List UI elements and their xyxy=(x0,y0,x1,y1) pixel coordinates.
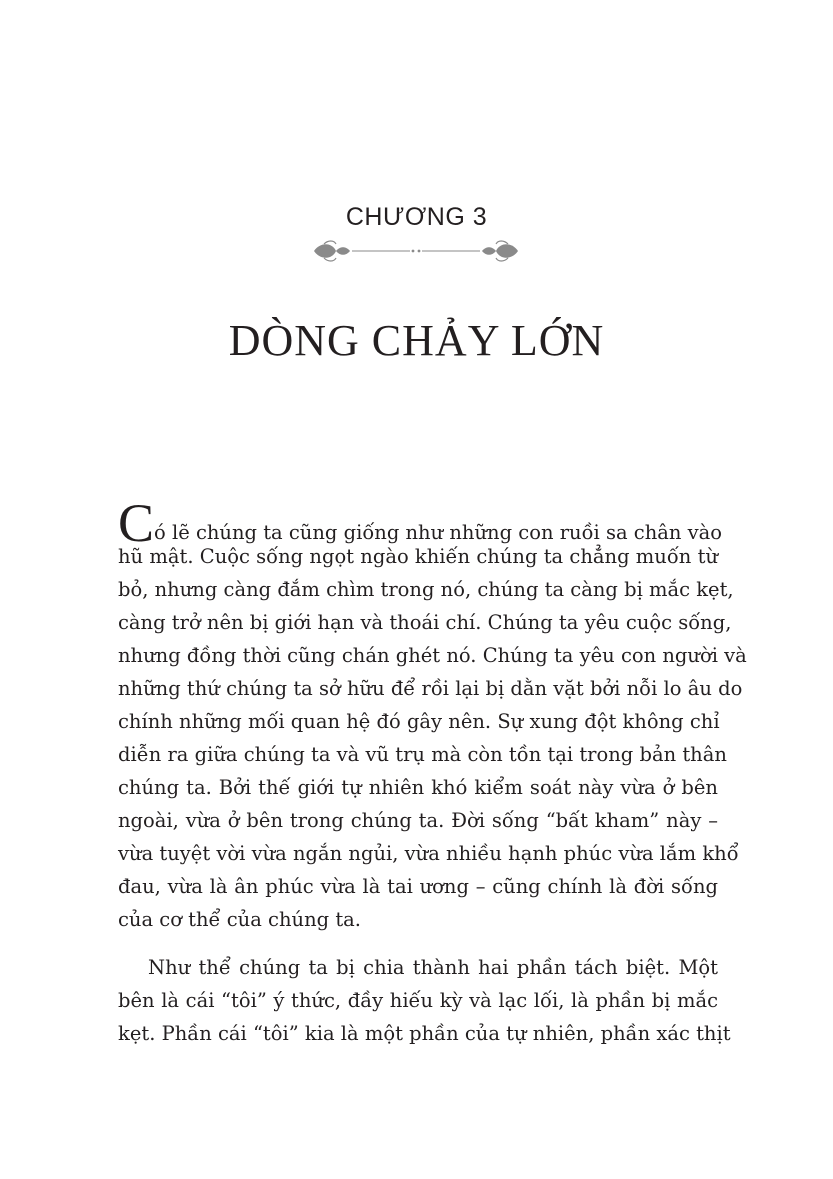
text-line: bỏ, nhưng càng đắm chìm trong nó, chúng ta càng bị mắc kẹt, xyxy=(118,578,734,601)
text-line: diễn ra giữa chúng ta và vũ trụ mà còn tồn tại trong bản thân xyxy=(118,743,727,766)
text-line: đau, vừa là ân phúc vừa là tai ương – cũng chính là đời sống xyxy=(118,875,718,898)
paragraph-2 xyxy=(118,951,731,1050)
text-line: chúng ta. Bởi thế giới tự nhiên khó kiểm soát này vừa ở bên xyxy=(118,776,718,799)
text-line: vừa tuyệt vời vừa ngắn ngủi, vừa nhiều hạnh phúc vừa lắm khổ xyxy=(118,842,739,865)
chapter-label: CHƯƠNG 3 xyxy=(345,203,488,231)
drop-cap: C xyxy=(118,493,155,553)
text-line: Có lẽ chúng ta cũng giống như những con ruồi sa chân vào xyxy=(118,493,723,553)
text-line: bên là cái “tôi” ý thức, đầy hiếu kỳ và lạc lối, là phần bị mắc xyxy=(118,989,718,1012)
chapter-title: DÒNG CHẢY LỚN xyxy=(228,316,605,365)
text-line: hũ mật. Cuộc sống ngọt ngào khiến chúng ta chẳng muốn từ xyxy=(118,545,718,568)
text-line: càng trở nên bị giới hạn và thoái chí. Chúng ta yêu cuộc sống, xyxy=(118,611,732,634)
text-line: ngoài, vừa ở bên trong chúng ta. Đời sống “bất kham” này – xyxy=(118,809,718,832)
text-line: kẹt. Phần cái “tôi” kia là một phần của tự nhiên, phần xác thịt xyxy=(118,1022,731,1045)
text-line: của cơ thể của chúng ta. xyxy=(118,908,361,931)
text-line: nhưng đồng thời cũng chán ghét nó. Chúng ta yêu con người và xyxy=(118,644,747,667)
text-line: những thứ chúng ta sở hữu để rồi lại bị dằn vặt bởi nỗi lo âu do xyxy=(118,677,743,700)
decorative-flourish-icon xyxy=(310,238,522,264)
paragraph-1 xyxy=(118,493,747,936)
text-line: Như thể chúng ta bị chia thành hai phần tách biệt. Một xyxy=(148,956,718,979)
text-line: chính những mối quan hệ đó gây nên. Sự xung đột không chỉ xyxy=(118,710,720,733)
body-text xyxy=(118,493,747,1050)
